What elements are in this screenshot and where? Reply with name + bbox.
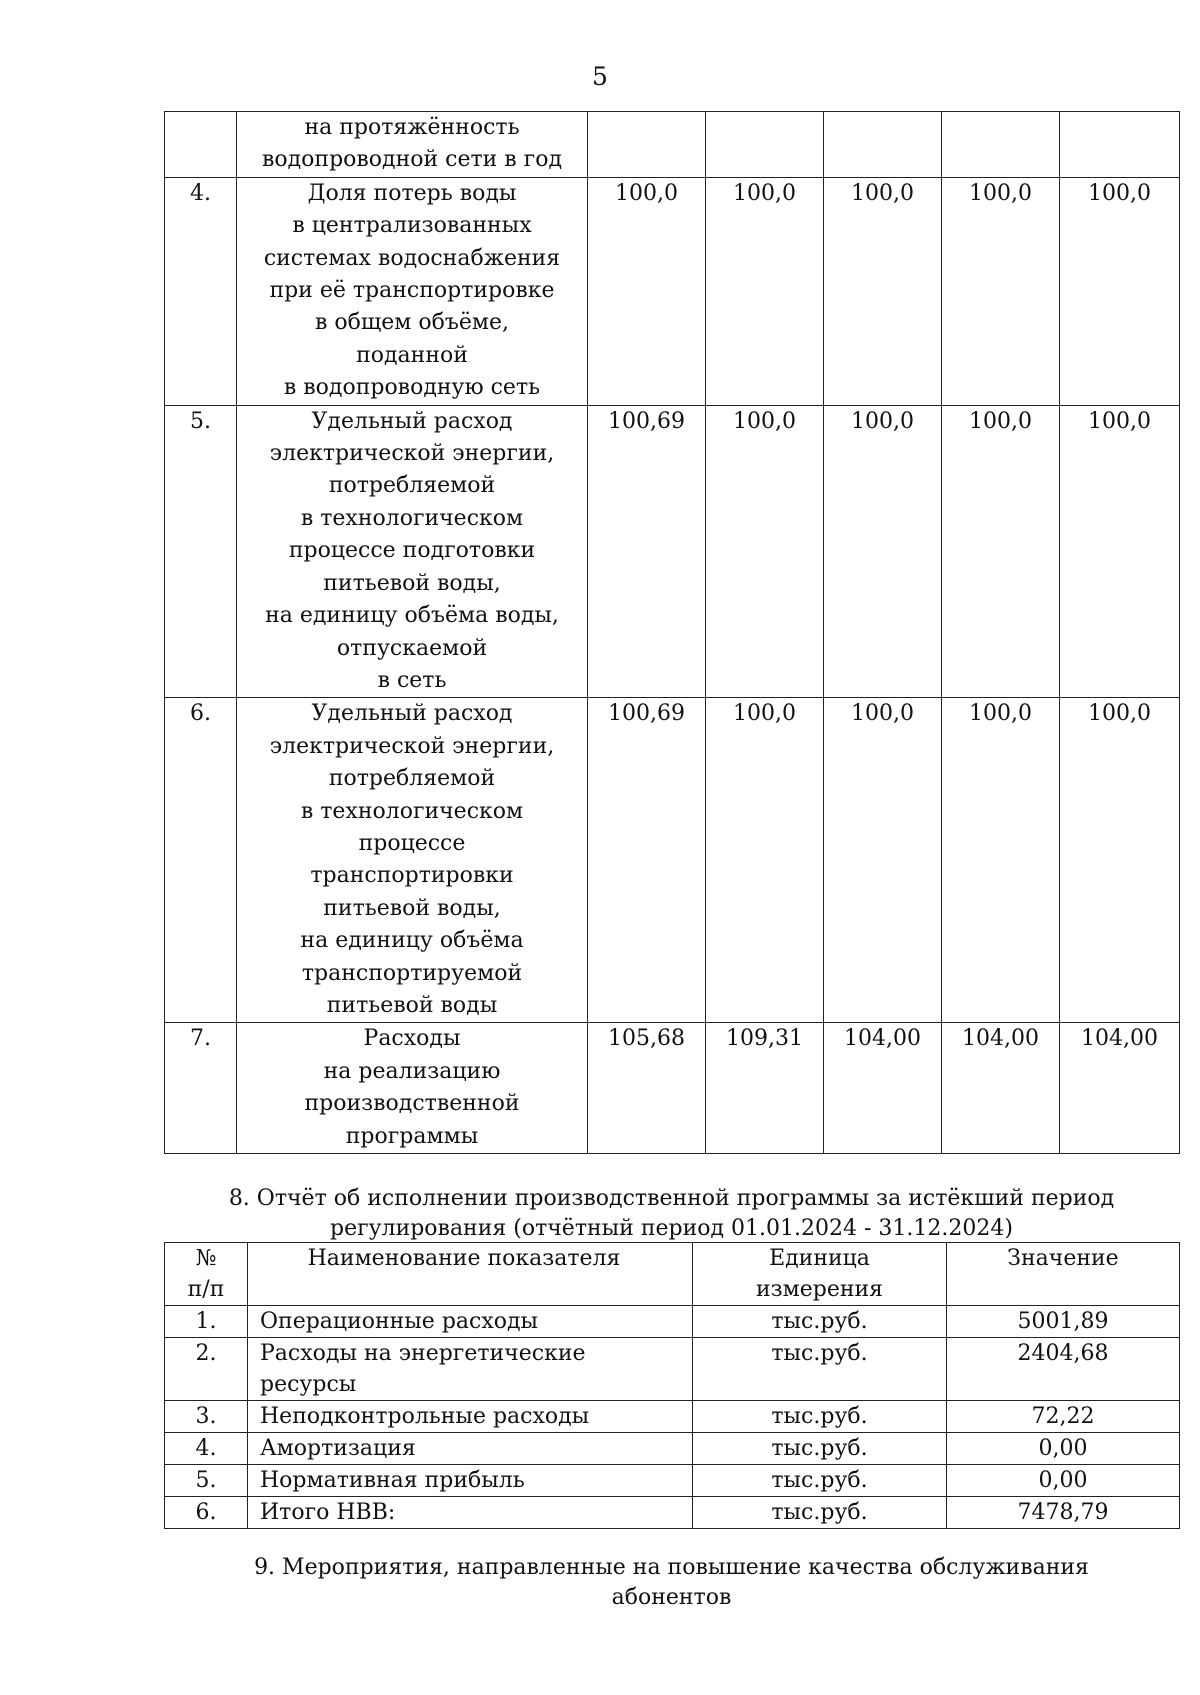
- description-line: потребляемой: [328, 766, 496, 792]
- description-line: в общем объёме,: [314, 310, 510, 336]
- report-table: [164, 1242, 1180, 1529]
- header-name: Наименование показателя: [248, 1243, 693, 1306]
- row-value: 0,00: [947, 1465, 1180, 1497]
- table-row: [165, 177, 1180, 405]
- row-value: 100,0: [706, 177, 824, 405]
- report-table-header: [165, 1243, 1180, 1306]
- row-value: 72,22: [947, 1401, 1180, 1433]
- row-value: 104,00: [1060, 1023, 1180, 1154]
- description-line: в технологическом: [300, 798, 524, 824]
- row-unit: тыс.руб.: [693, 1433, 947, 1465]
- row-description: [237, 405, 588, 698]
- row-value: 100,69: [588, 405, 706, 698]
- row-value: 105,68: [588, 1023, 706, 1154]
- row-value: 104,00: [942, 1023, 1060, 1154]
- section-9-heading: [164, 1553, 1179, 1613]
- description-line: транспортируемой: [301, 960, 523, 986]
- description-line: на единицу объёма воды,: [265, 603, 559, 629]
- section-9-line-1: 9. Мероприятия, направленные на повышение качества обслуживания: [254, 1555, 1089, 1580]
- description-line: процессе подготовки: [288, 538, 536, 564]
- section-8-line-1: 8. Отчёт об исполнении производственной программы за истёкший период: [228, 1186, 1115, 1211]
- description-line: питьевой воды,: [323, 570, 501, 596]
- row-unit: тыс.руб.: [693, 1338, 947, 1401]
- row-description: [237, 177, 588, 405]
- description-line: на единицу объёма: [300, 928, 524, 954]
- description-line: Доля потерь воды: [307, 180, 517, 206]
- row-value: 100,0: [942, 698, 1060, 1023]
- description-line: при её транспортировке: [269, 278, 555, 304]
- row-value: 100,0: [1060, 405, 1180, 698]
- row-name: Операционные расходы: [248, 1306, 693, 1338]
- table-row: [165, 405, 1180, 698]
- description-line: в водопроводную сеть: [283, 375, 541, 401]
- description-line: программы: [345, 1123, 479, 1149]
- table-row: [165, 1433, 1180, 1465]
- row-value: 100,0: [824, 177, 942, 405]
- row-value: 100,0: [824, 698, 942, 1023]
- row-description: [237, 1023, 588, 1154]
- description-line: водопроводной сети в год: [261, 147, 563, 173]
- section-8-heading: [164, 1184, 1179, 1244]
- header-value: Значение: [947, 1243, 1180, 1306]
- header-num: № п/п: [165, 1243, 248, 1306]
- description-line: на реализацию: [323, 1058, 501, 1084]
- row-value: [588, 112, 706, 178]
- row-value: [942, 112, 1060, 178]
- table-row: [165, 698, 1180, 1023]
- row-value: 100,0: [1060, 177, 1180, 405]
- row-value: 100,0: [824, 405, 942, 698]
- row-number: 6.: [165, 698, 237, 1023]
- row-value: 5001,89: [947, 1306, 1180, 1338]
- row-number: 5.: [165, 1465, 248, 1497]
- row-value: 100,0: [942, 405, 1060, 698]
- row-value: [824, 112, 942, 178]
- page-number: 5: [592, 62, 608, 91]
- row-number: 5.: [165, 405, 237, 698]
- row-name: Неподконтрольные расходы: [248, 1401, 693, 1433]
- description-line: питьевой воды,: [323, 895, 501, 921]
- row-value: 100,0: [706, 698, 824, 1023]
- row-value: 2404,68: [947, 1338, 1180, 1401]
- table-row: [165, 112, 1180, 178]
- row-name: Итого НВВ:: [248, 1497, 693, 1529]
- row-unit: тыс.руб.: [693, 1306, 947, 1338]
- indicators-table: [164, 111, 1180, 1154]
- row-value: 100,0: [588, 177, 706, 405]
- row-value: 100,0: [706, 405, 824, 698]
- row-number: 7.: [165, 1023, 237, 1154]
- description-line: производственной: [304, 1091, 520, 1117]
- row-value: [706, 112, 824, 178]
- description-line: на протяжённость: [304, 115, 520, 140]
- row-value: 100,0: [1060, 698, 1180, 1023]
- section-9-line-2: абонентов: [611, 1585, 732, 1610]
- table-row: [165, 1401, 1180, 1433]
- header-unit: Единица измерения: [693, 1243, 947, 1306]
- row-unit: тыс.руб.: [693, 1401, 947, 1433]
- description-line: электрической энергии,: [269, 441, 555, 467]
- description-line: в сеть: [377, 667, 447, 693]
- description-line: питьевой воды: [326, 992, 498, 1018]
- description-line: Удельный расход: [311, 408, 513, 434]
- row-unit: тыс.руб.: [693, 1497, 947, 1529]
- row-value: [1060, 112, 1180, 178]
- row-number: 4.: [165, 177, 237, 405]
- row-number: 1.: [165, 1306, 248, 1338]
- description-line: транспортировки: [310, 863, 514, 889]
- description-line: Расходы: [363, 1026, 461, 1052]
- description-line: Удельный расход: [311, 701, 513, 727]
- description-line: системах водоснабжения: [263, 245, 561, 271]
- description-line: в централизованных: [292, 213, 532, 239]
- row-name: Расходы на энергетические ресурсы: [248, 1338, 693, 1401]
- row-number: 3.: [165, 1401, 248, 1433]
- row-description: [237, 112, 588, 178]
- table-row: [165, 1465, 1180, 1497]
- row-number: [165, 112, 237, 178]
- row-number: 2.: [165, 1338, 248, 1401]
- row-name: Амортизация: [248, 1433, 693, 1465]
- table-row: [165, 1023, 1180, 1154]
- table-row: [165, 1306, 1180, 1338]
- row-name: Нормативная прибыль: [248, 1465, 693, 1497]
- description-line: потребляемой: [328, 473, 496, 499]
- description-line: в технологическом: [300, 505, 524, 531]
- row-unit: тыс.руб.: [693, 1465, 947, 1497]
- table-row: [165, 1497, 1180, 1529]
- row-value: 100,0: [942, 177, 1060, 405]
- row-value: 109,31: [706, 1023, 824, 1154]
- row-value: 7478,79: [947, 1497, 1180, 1529]
- row-value: 0,00: [947, 1433, 1180, 1465]
- row-value: 104,00: [824, 1023, 942, 1154]
- description-line: отпускаемой: [336, 635, 488, 661]
- table-row: [165, 1338, 1180, 1401]
- description-line: электрической энергии,: [269, 733, 555, 759]
- row-number: 4.: [165, 1433, 248, 1465]
- row-value: 100,69: [588, 698, 706, 1023]
- description-line: поданной: [356, 342, 468, 368]
- row-number: 6.: [165, 1497, 248, 1529]
- description-line: процессе: [358, 830, 466, 856]
- section-8-line-2: регулирования (отчётный период 01.01.2024 - 31.12.2024): [330, 1216, 1013, 1241]
- row-description: [237, 698, 588, 1023]
